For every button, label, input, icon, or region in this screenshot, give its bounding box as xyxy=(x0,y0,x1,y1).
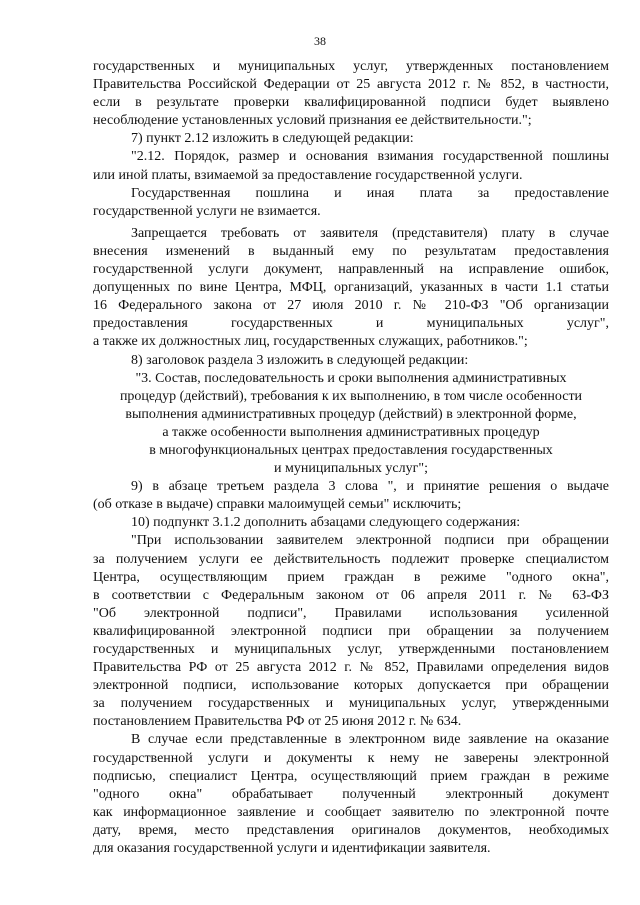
text-line: В случае если представленные в электронном виде заявление на оказание xyxy=(131,732,609,748)
text-line: для оказания государственной услуги и идентификации заявителя. xyxy=(93,841,491,857)
text-line: за получением услуги ее действительность подлежит проверке специалистом xyxy=(93,551,609,567)
text-line: Государственная пошлина и иная плата за предоставление xyxy=(131,185,609,201)
text-line: 16 Федерального закона от 27 июля 2010 г. № 210-ФЗ "Об организации xyxy=(93,298,609,314)
text-line: "2.12. Порядок, размер и основания взимания государственной пошлины xyxy=(131,149,609,165)
text-line: в соответствии с Федеральным законом от 06 апреля 2011 г. № 63-ФЗ xyxy=(93,587,609,603)
text-line: Центра, осуществляющим прием граждан в режиме "одного окна", xyxy=(93,569,609,585)
text-line: "3. Состав, последовательность и сроки выполнения административных xyxy=(135,370,567,386)
text-line: квалифицированной электронной подписи при обращении за получением xyxy=(93,623,609,639)
text-line: за получением государственных и муниципальных услуг, утвержденными xyxy=(93,696,609,712)
text-line: "Об электронной подписи", Правилами использования усиленной xyxy=(93,605,609,621)
text-line: а также особенности выполнения административных процедур xyxy=(162,424,540,440)
text-line: Правительства Российской Федерации от 25 августа 2012 г. № 852, в частности, xyxy=(93,77,609,93)
text-line: предоставления государственных и муниципальных услуг", xyxy=(93,316,609,332)
text-line: подписью, специалист Центра, осуществляющий прием граждан в режиме xyxy=(93,768,609,784)
document-body xyxy=(93,58,609,858)
text-line: Правительства РФ от 25 августа 2012 г. № 852, Правилами определения видов xyxy=(93,660,609,676)
text-line: допущенных по вине Центра, МФЦ, организаций, указанных в части 1.1 статьи xyxy=(93,280,609,296)
text-line: "одного окна" обрабатывает полученный электронный документ xyxy=(93,786,609,802)
text-line: а также их должностных лиц, государственных служащих, работников."; xyxy=(93,334,528,350)
text-line: 9) в абзаце третьем раздела 3 слова ", и принятие решения о выдаче xyxy=(131,479,609,495)
text-line: несоблюдение установленных условий признания ее действительности."; xyxy=(93,113,532,129)
text-line: Запрещается требовать от заявителя (представителя) плату в случае xyxy=(131,225,609,241)
text-line: (об отказе в выдаче) справки малоимущей семьи" исключить; xyxy=(93,497,462,513)
text-line: выполнения административных процедур (действий) в электронной форме, xyxy=(125,406,577,422)
text-line: внесения изменений в выданный ему по результатам предоставления xyxy=(93,243,609,259)
text-line: 10) подпункт 3.1.2 дополнить абзацами следующего содержания: xyxy=(131,515,521,531)
text-line: 7) пункт 2.12 изложить в следующей редакции: xyxy=(131,131,414,147)
text-line: 8) заголовок раздела 3 изложить в следующей редакции: xyxy=(131,352,469,368)
text-line: и муниципальных услуг"; xyxy=(274,461,428,477)
text-line: электронной подписи, использование которых допускается при обращении xyxy=(93,678,609,694)
text-line: государственной услуги не взимается. xyxy=(93,203,321,219)
text-line: если в результате проверки квалифицированной подписи будет выявлено xyxy=(93,95,609,111)
text-line: или иной платы, взимаемой за предоставление государственной услуги. xyxy=(93,167,523,183)
text-line: процедур (действий), требования к их выполнению, в том числе особенности xyxy=(119,388,583,404)
text-line: в многофункциональных центрах предоставления государственных xyxy=(149,442,553,458)
text-line: государственных и муниципальных услуг, утвержденных постановлением xyxy=(93,59,609,74)
text-line: государственной услуги и документы к нему не заверены электронной xyxy=(93,750,609,766)
text-line: государственных и муниципальных услуг, утвержденными постановлением xyxy=(93,642,609,657)
text-line: государственной услуги документ, направленный на исправление ошибок, xyxy=(93,262,609,278)
text-line: постановлением Правительства РФ от 25 июня 2012 г. № 634. xyxy=(93,714,462,730)
text-line: как информационное заявление и сообщает заявителю по электронной почте xyxy=(93,804,609,820)
page-number: 38 xyxy=(314,34,326,48)
text-line: дату, время, место представления оригиналов документов, необходимых xyxy=(93,822,609,838)
text-line: "При использовании заявителем электронной подписи при обращении xyxy=(131,533,609,549)
